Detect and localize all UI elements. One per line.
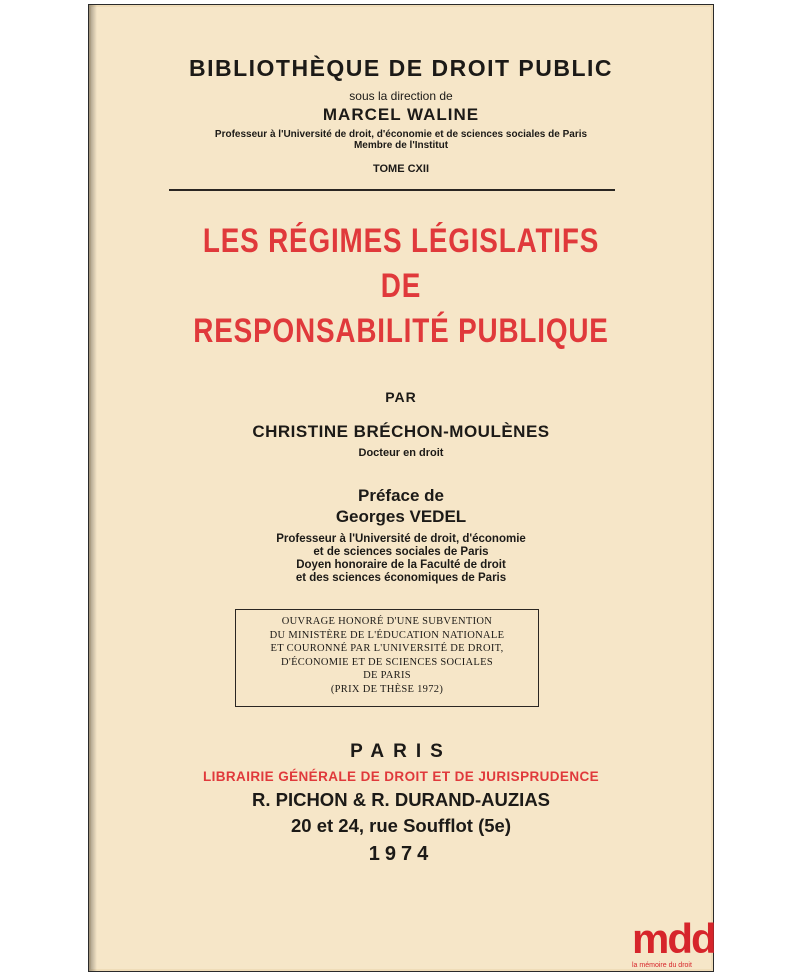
award-line: (PRIX DE THÈSE 1972) <box>330 683 444 695</box>
editor-affiliation-line: Membre de l'Institut <box>353 140 449 151</box>
watermark-tagline: la mémoire du droit <box>632 962 692 969</box>
publisher-name: LIBRAIRIE GÉNÉRALE DE DROIT ET DE JURISPRUDENCE <box>202 769 600 784</box>
publisher-address: 20 et 24, rue Soufflot (5e) <box>291 815 511 836</box>
preface-author: Georges VEDEL <box>335 507 467 526</box>
preface-affiliation-line: et de sciences sociales de Paris <box>313 546 489 558</box>
preface-credit <box>89 485 713 527</box>
publication-year: 1974 <box>368 843 434 865</box>
divider-rule <box>169 189 615 191</box>
award-line: ET COURONNÉ PAR L'UNIVERSITÉ DE DROIT, <box>270 643 504 654</box>
direction-label: sous la direction de <box>349 89 453 103</box>
author-degree: Docteur en droit <box>358 447 444 459</box>
preface-line: Préface de <box>358 486 444 505</box>
preface-affiliation-line: et des sciences économiques de Paris <box>295 572 507 584</box>
editor-affiliation <box>89 129 713 151</box>
watermark-logo: mdd <box>632 915 715 962</box>
book-cover <box>88 4 714 972</box>
preface-affiliation-line: Doyen honoraire de la Faculté de droit <box>296 559 506 571</box>
preface-affiliation-line: Professeur à l'Université de droit, d'économie <box>276 533 526 545</box>
series-title: BIBLIOTHÈQUE DE DROIT PUBLIC <box>188 55 614 81</box>
editor-name: MARCEL WALINE <box>322 105 480 124</box>
publication-city: PARIS <box>350 741 452 762</box>
printer-name: R. PICHON & R. DURAND-AUZIAS <box>251 789 551 810</box>
award-line: D'ÉCONOMIE ET DE SCIENCES SOCIALES <box>281 656 493 668</box>
title-line: RESPONSABILITÉ PUBLIQUE <box>193 312 609 350</box>
book-title <box>145 219 657 354</box>
award-line: DU MINISTÈRE DE L'ÉDUCATION NATIONALE <box>269 629 505 641</box>
preface-affiliation <box>89 533 713 585</box>
award-line: DE PARIS <box>363 670 411 681</box>
by-label: PAR <box>385 389 417 405</box>
title-line: LES RÉGIMES LÉGISLATIFS <box>202 222 600 260</box>
author-name: CHRISTINE BRÉCHON-MOULÈNES <box>252 422 550 441</box>
tome-number: TOME CXII <box>372 163 430 175</box>
watermark-stamp <box>632 915 715 974</box>
editor-affiliation-line: Professeur à l'Université de droit, d'économie et de sciences sociales de Paris <box>214 129 588 140</box>
award-line: OUVRAGE HONORÉ D'UNE SUBVENTION <box>281 616 493 627</box>
title-line: DE <box>380 267 422 305</box>
award-box <box>235 609 539 707</box>
